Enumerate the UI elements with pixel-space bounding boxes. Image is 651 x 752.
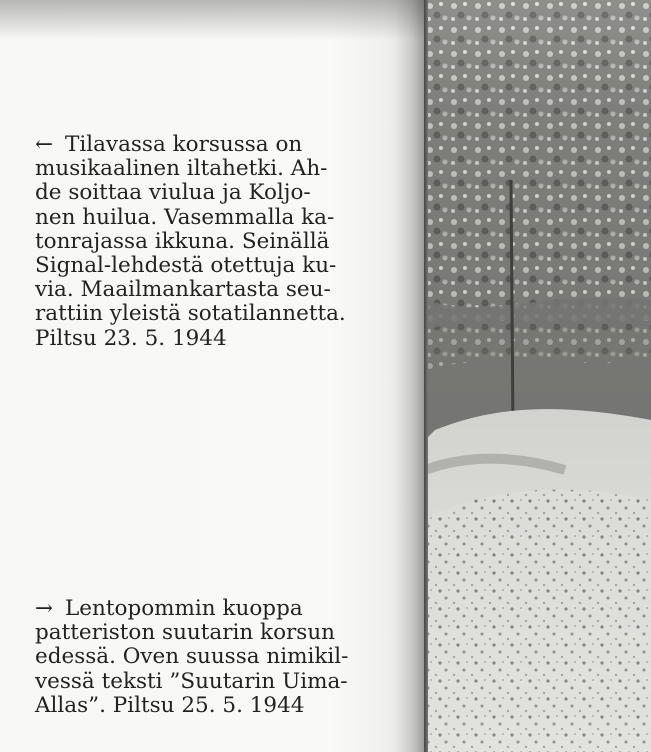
caption-korsu-music (35, 133, 355, 351)
bomb-crater-photo (425, 0, 651, 752)
caption-bomb-crater (35, 597, 355, 718)
caption-line: edessä. Oven suussa nimikil- (35, 644, 349, 670)
caption-line: musikaalinen iltahetki. Ah- (35, 156, 328, 182)
caption-line: ← Tilavassa korsussa on (35, 132, 303, 157)
top-scan-shadow (0, 0, 425, 40)
photo-haze (425, 0, 651, 752)
book-fold-edge (424, 0, 428, 752)
caption-line: Piltsu 23. 5. 1944 (35, 325, 227, 351)
photo-illustration (425, 0, 651, 752)
arrow-left-icon: ← (35, 132, 54, 157)
caption-line: → Lentopommin kuoppa (35, 596, 303, 621)
caption-line: tonrajassa ikkuna. Seinällä (35, 228, 330, 254)
caption-line: rattiin yleistä sotatilannetta. (35, 301, 346, 327)
caption-line: de soittaa viulua ja Koljo- (35, 180, 311, 206)
caption-line: patteriston suutarin korsun (35, 620, 336, 646)
caption-line: Allas”. Piltsu 25. 5. 1944 (35, 692, 305, 718)
caption-line: vessä teksti ”Suutarin Uima- (35, 668, 348, 694)
arrow-right-icon: → (35, 596, 54, 621)
caption-line: via. Maailmankartasta seu- (35, 277, 331, 303)
caption-line: nen huilua. Vasemmalla ka- (35, 204, 335, 230)
caption-line: Signal-lehdestä otettuja ku- (35, 253, 337, 279)
